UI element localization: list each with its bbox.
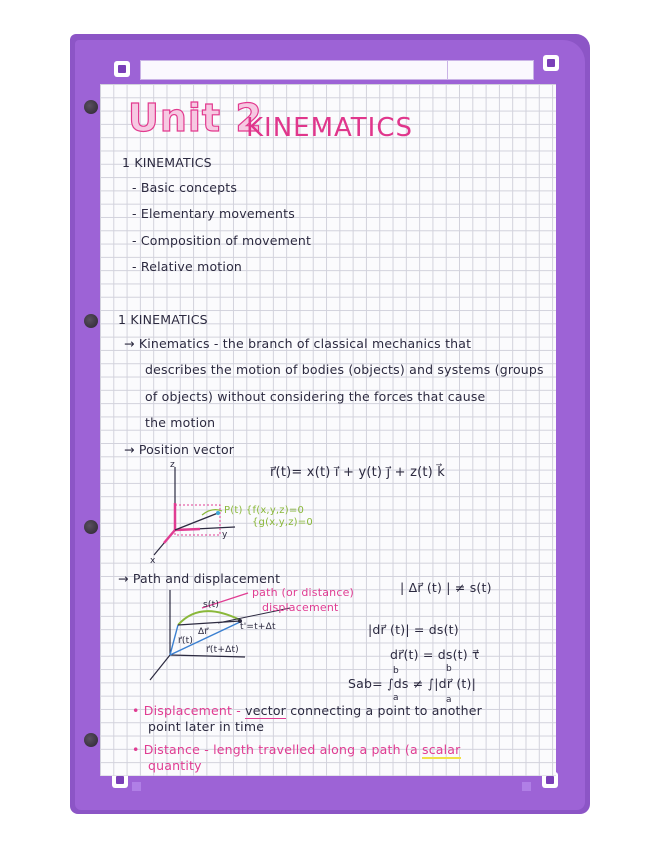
punch-hole bbox=[84, 733, 98, 747]
toc-heading: 1 KINEMATICS bbox=[122, 155, 212, 170]
toc-item: - Elementary movements bbox=[132, 206, 295, 221]
t-prime-label: t'=t+Δt bbox=[240, 622, 276, 632]
page-title: KINEMATICS bbox=[246, 113, 414, 143]
highlight-vector: vector bbox=[245, 703, 287, 718]
definition-line: → Kinematics - the branch of classical mechanics that bbox=[124, 336, 472, 351]
i-unit-vector bbox=[164, 530, 175, 543]
path-displacement-label: → Path and displacement bbox=[118, 571, 281, 586]
delta-r-label: Δr⃗ bbox=[198, 627, 209, 637]
axis-z-label: z bbox=[170, 460, 175, 470]
delta-r-vector bbox=[178, 621, 240, 625]
r-t-dt-label: r⃗(t+Δt) bbox=[206, 645, 239, 655]
corner-square bbox=[132, 782, 141, 791]
integral-lower-limit: a bbox=[393, 693, 399, 703]
s-label: s(t) bbox=[203, 600, 220, 610]
point-p bbox=[216, 511, 220, 515]
r-t-vector bbox=[170, 625, 178, 655]
toc-item: - Relative motion bbox=[132, 259, 243, 274]
corner-square bbox=[522, 782, 531, 791]
y-axis bbox=[170, 655, 245, 657]
unit-title: Unit 2 bbox=[128, 96, 263, 140]
axis-x-label: x bbox=[150, 556, 156, 566]
implicit-surface-eq: P(t) {f(x,y,z)=0 bbox=[224, 505, 305, 516]
header-strip bbox=[140, 60, 534, 80]
position-vector-equation: r⃗(t)= x(t) i⃗ + y(t) j⃗ + z(t) k⃗ bbox=[270, 465, 446, 480]
position-vector bbox=[175, 513, 218, 530]
punch-hole bbox=[84, 314, 98, 328]
bullet-displacement-line2: point later in time bbox=[148, 719, 265, 734]
path-distance-label: path (or distance) bbox=[252, 586, 355, 599]
corner-marker-icon bbox=[543, 55, 559, 71]
header-cell bbox=[447, 61, 532, 79]
definition-line: the motion bbox=[145, 415, 216, 430]
punch-hole bbox=[84, 520, 98, 534]
toc-item: - Basic concepts bbox=[132, 180, 238, 195]
highlight-scalar: scalar bbox=[421, 742, 461, 757]
definition-line: of objects) without considering the forces that cause bbox=[145, 389, 486, 404]
arc-length-eq: Sab= ∫ds ≠ ∫|dr⃗ (t)| bbox=[348, 676, 476, 691]
integral-lower-limit: a bbox=[446, 695, 452, 705]
displacement-label: displacement bbox=[262, 601, 339, 614]
corner-marker-icon bbox=[114, 61, 130, 77]
integral-upper-limit: b bbox=[393, 666, 399, 676]
punch-hole bbox=[84, 100, 98, 114]
r-t-label: r⃗(t) bbox=[178, 636, 194, 646]
term-displacement: Displacement bbox=[143, 703, 233, 718]
definition-line: describes the motion of bodies (objects) and systems (groups bbox=[145, 362, 544, 377]
section-heading: 1 KINEMATICS bbox=[118, 312, 208, 327]
tangent-eq: dr⃗(t) = ds(t) τ⃗ bbox=[390, 647, 480, 662]
toc-item: - Composition of movement bbox=[132, 233, 312, 248]
implicit-surface-eq: {g(x,y,z)=0 bbox=[252, 517, 313, 528]
axis-y-label: y bbox=[222, 530, 228, 540]
bullet-displacement: • Displacement - vector connecting a point to another bbox=[132, 703, 483, 718]
header-cell bbox=[141, 61, 448, 79]
differential-eq: |dr⃗ (t)| = ds(t) bbox=[368, 622, 459, 637]
bullet-distance: • Distance - length travelled along a path (a scalar bbox=[132, 742, 461, 757]
inequality-eq: | Δr⃗ (t) | ≠ s(t) bbox=[400, 580, 492, 595]
term-distance: Distance bbox=[143, 742, 201, 757]
integral-upper-limit: b bbox=[446, 664, 452, 674]
bullet-distance-line2: quantity bbox=[148, 758, 202, 773]
x-axis bbox=[150, 655, 170, 680]
position-vector-label: → Position vector bbox=[124, 442, 235, 457]
